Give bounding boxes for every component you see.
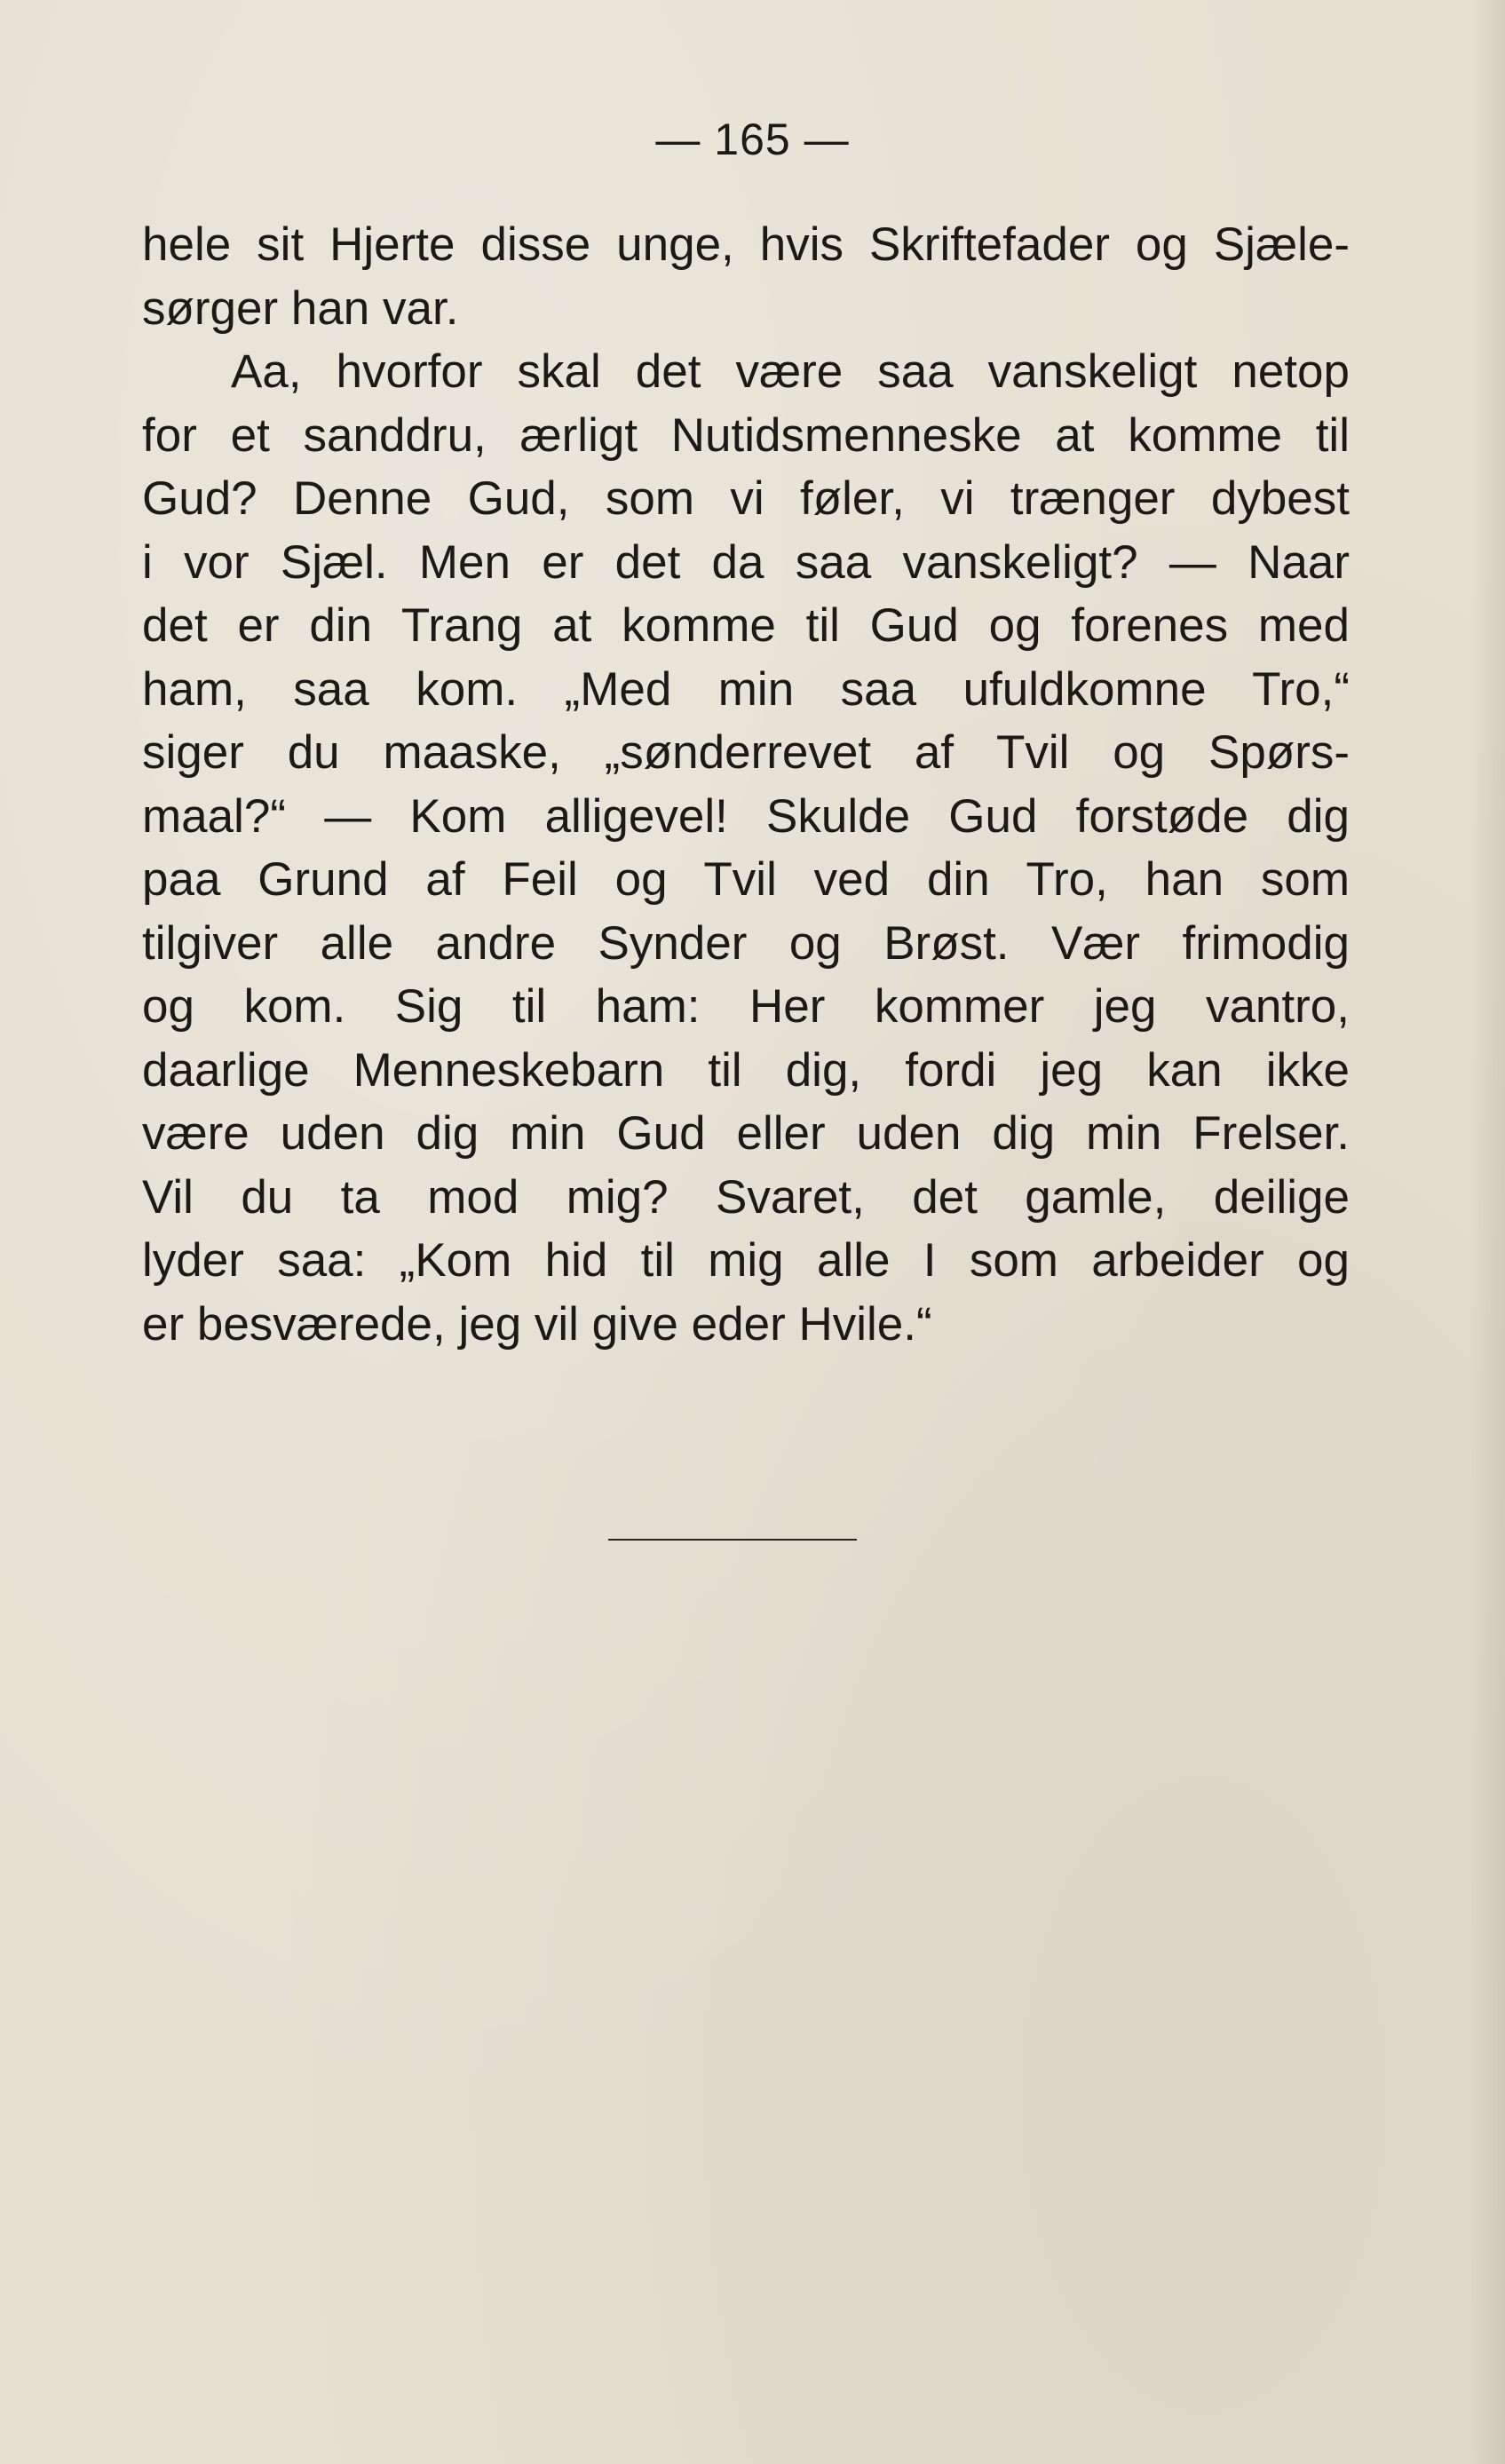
text-line: lyder saa: „Kom hid til mig alle I som arbeider og <box>142 1234 1350 1287</box>
text-line: Vil du ta mod mig? Svaret, det gamle, deilige <box>142 1170 1350 1224</box>
text-line: er besværede, jeg vil give eder Hvile.“ <box>142 1297 932 1351</box>
text-line: daarlige Menneskebarn til dig, fordi jeg kan ikke <box>142 1043 1350 1097</box>
text-line: og kom. Sig til ham: Her kommer jeg vantro, <box>142 980 1350 1033</box>
text-line: det er din Trang at komme til Gud og forenes med <box>142 599 1350 652</box>
text-line: tilgiver alle andre Synder og Brøst. Vær frimodig <box>142 916 1350 970</box>
text-line: hele sit Hjerte disse unge, hvis Skriftefader og Sjæle- <box>142 218 1350 271</box>
text-line: være uden dig min Gud eller uden dig min Frelser. <box>142 1107 1350 1160</box>
text-line: maal?“ — Kom alligevel! Skulde Gud forstøde dig <box>142 789 1350 843</box>
text-line: siger du maaske, „sønderrevet af Tvil og Spørs- <box>142 726 1350 779</box>
text-line: ham, saa kom. „Med min saa ufuldkomne Tro,“ <box>142 662 1350 716</box>
page-edge-shadow <box>1469 0 1505 2464</box>
paragraph-2 <box>142 340 1350 1356</box>
text-line: Gud? Denne Gud, som vi føler, vi trænger dybest <box>142 472 1350 525</box>
text-line: sørger han var. <box>142 281 459 335</box>
text-line: paa Grund af Feil og Tvil ved din Tro, han som <box>142 853 1350 906</box>
paragraph-1 <box>142 213 1350 340</box>
page-number: — 165 — <box>655 115 850 164</box>
body-text <box>142 213 1350 1356</box>
text-line: Aa, hvorfor skal det være saa vanskeligt netop <box>231 345 1350 398</box>
section-divider <box>608 1539 857 1541</box>
text-line: i vor Sjæl. Men er det da saa vanskeligt? — Naar <box>142 535 1350 589</box>
text-line: for et sanddru, ærligt Nutidsmenneske at komme til <box>142 408 1350 462</box>
